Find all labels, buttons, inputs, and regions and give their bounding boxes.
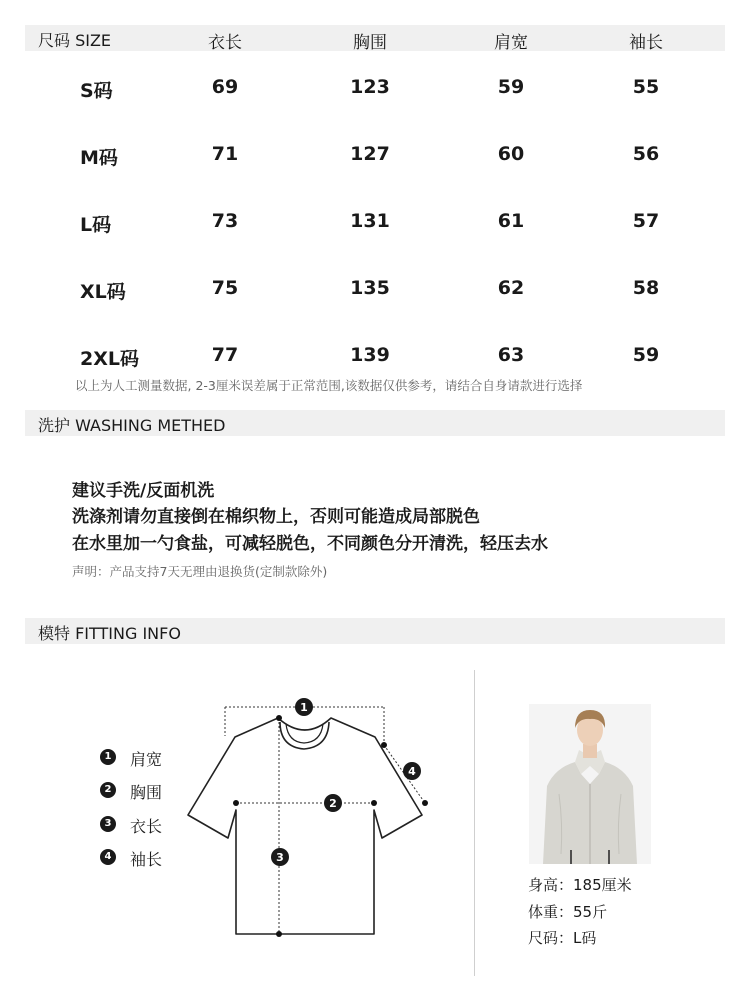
size-table-header <box>25 25 725 51</box>
header-sleeve: 袖长 <box>629 33 663 53</box>
marker-1 <box>295 698 313 716</box>
table-row <box>0 210 750 240</box>
vertical-divider <box>474 670 475 976</box>
washing-instruction: 洗涤剂请勿直接倒在棉织物上，否则可能造成局部脱色 <box>72 507 480 527</box>
height-value: 185厘米 <box>573 876 632 894</box>
fitting-title: 模特 FITTING INFO <box>38 624 181 643</box>
marker-2 <box>324 794 342 812</box>
legend-number: 3 <box>100 816 116 832</box>
chest-value: 131 <box>350 210 390 232</box>
washing-header <box>25 410 725 436</box>
shoulder-value: 62 <box>497 277 525 299</box>
length-value: 73 <box>211 210 239 232</box>
size-label: 2XL码 <box>80 348 139 370</box>
svg-text:1: 1 <box>300 701 308 714</box>
header-length: 衣长 <box>208 33 242 53</box>
size-label: 尺码： <box>528 929 574 947</box>
length-value: 77 <box>211 344 239 366</box>
marker-4 <box>403 762 421 780</box>
sleeve-value: 58 <box>632 277 660 299</box>
size-label: S码 <box>80 80 113 102</box>
svg-text:4: 4 <box>408 765 416 778</box>
tshirt-measurement-diagram <box>180 690 440 950</box>
model-photo <box>529 704 651 864</box>
sleeve-value: 56 <box>632 143 660 165</box>
legend-label: 肩宽 <box>130 750 163 769</box>
fitting-header <box>25 618 725 644</box>
legend-number: 2 <box>100 782 116 798</box>
height-label: 身高： <box>528 876 574 894</box>
header-chest: 胸围 <box>353 33 387 53</box>
weight-label: 体重： <box>528 903 574 921</box>
tshirt-outline <box>188 718 422 934</box>
legend-label: 胸围 <box>130 783 163 802</box>
length-value: 75 <box>211 277 239 299</box>
sleeve-value: 59 <box>632 344 660 366</box>
measurement-note: 以上为人工测量数据, 2-3厘米误差属于正常范围,该数据仅供参考，请结合自身请款进行选择 <box>75 378 583 393</box>
marker-3 <box>271 848 289 866</box>
size-label: L码 <box>80 214 112 236</box>
table-row <box>0 143 750 173</box>
washing-instruction: 在水里加一勺食盐，可减轻脱色，不同颜色分开清洗，轻压去水 <box>72 534 548 554</box>
svg-text:2: 2 <box>329 797 337 810</box>
return-policy-note: 声明：产品支持7天无理由退换货(定制款除外) <box>72 564 328 579</box>
legend-label: 衣长 <box>130 817 163 836</box>
table-row <box>0 277 750 307</box>
shoulder-value: 60 <box>497 143 525 165</box>
length-value: 69 <box>211 76 239 98</box>
legend-number: 1 <box>100 749 116 765</box>
size-header-title: 尺码 SIZE <box>38 31 112 50</box>
legend-label: 袖长 <box>130 850 163 869</box>
shoulder-value: 61 <box>497 210 525 232</box>
chest-value: 139 <box>350 344 390 366</box>
model-height <box>528 874 632 895</box>
shoulder-value: 59 <box>497 76 525 98</box>
shoulder-value: 63 <box>497 344 525 366</box>
svg-text:3: 3 <box>276 851 284 864</box>
chest-value: 135 <box>350 277 390 299</box>
washing-title: 洗护 WASHING METHED <box>38 416 226 435</box>
chest-value: 127 <box>350 143 390 165</box>
model-weight <box>528 901 607 922</box>
size-label: M码 <box>80 147 118 169</box>
size-label: XL码 <box>80 281 126 303</box>
size-value: L码 <box>573 929 597 947</box>
legend-number: 4 <box>100 849 116 865</box>
sleeve-value: 57 <box>632 210 660 232</box>
header-shoulder: 肩宽 <box>494 33 528 53</box>
length-value: 71 <box>211 143 239 165</box>
washing-instruction: 建议手洗/反面机洗 <box>72 481 215 501</box>
sleeve-value: 55 <box>632 76 660 98</box>
table-row <box>0 76 750 106</box>
model-size <box>528 927 596 948</box>
weight-value: 55斤 <box>573 903 608 921</box>
chest-value: 123 <box>350 76 390 98</box>
table-row <box>0 344 750 374</box>
